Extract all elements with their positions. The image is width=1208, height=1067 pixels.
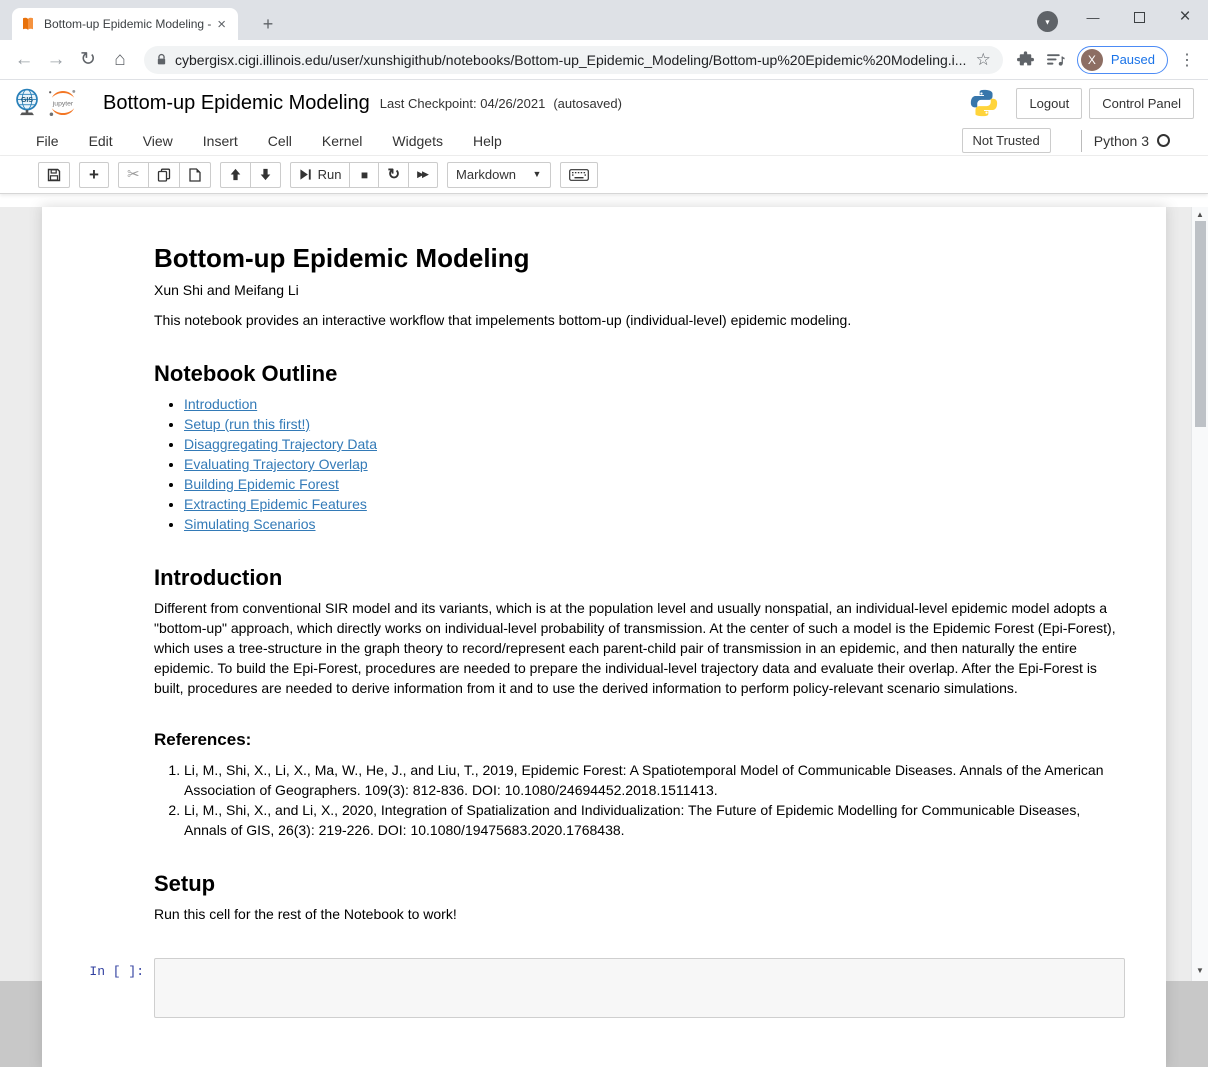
restart-icon: ↻ — [387, 166, 401, 183]
reload-button[interactable]: ↻ — [80, 49, 96, 70]
minimize-button[interactable]: — — [1086, 9, 1100, 25]
maximize-icon — [1134, 12, 1145, 23]
url-text: cybergisx.cigi.illinois.edu/user/xunshigithub/notebooks/Bottom-up_Epidemic_Modeling/Bottom-up%20Epidemic%20Modeling.i... — [175, 51, 967, 68]
media-controls-icon[interactable] — [1041, 45, 1071, 75]
cell-type-value: Markdown — [456, 167, 516, 182]
chevron-down-icon: ▼ — [532, 169, 542, 180]
cybergis-logo-icon — [14, 88, 40, 118]
kernel-name: Python 3 — [1093, 132, 1149, 149]
autosave-status: (autosaved) — [553, 95, 622, 111]
arrow-down-icon — [259, 168, 272, 181]
arrow-up-icon — [229, 168, 242, 181]
forward-button[interactable]: → — [46, 48, 66, 70]
checkpoint-status: Last Checkpoint: 04/26/2021 — [379, 95, 546, 111]
outline-link-setup[interactable]: Setup (run this first!) — [184, 416, 311, 432]
bookmark-star-icon[interactable]: ☆ — [975, 49, 991, 69]
list-item — [184, 434, 1125, 454]
prompt-column — [57, 554, 154, 708]
outline-link-building[interactable]: Building Epidemic Forest — [184, 476, 339, 492]
python-logo-icon — [969, 88, 999, 118]
interrupt-kernel-button[interactable] — [349, 162, 379, 188]
description-line: This notebook provides an interactive workflow that impelements bottom-up (individual-level) epidemic modeling. — [154, 312, 852, 328]
avatar: X — [1081, 49, 1103, 71]
control-panel-button[interactable]: Control Panel — [1089, 88, 1194, 119]
vertical-scrollbar[interactable] — [1191, 207, 1208, 981]
save-icon — [47, 168, 61, 182]
menu-view[interactable]: View — [142, 132, 173, 149]
sync-paused-label: Paused — [1110, 52, 1155, 67]
outline-link-extracting[interactable]: Extracting Epidemic Features — [184, 496, 367, 512]
jupyter-toolbar — [0, 156, 1208, 194]
svg-text:GIS: GIS — [21, 97, 33, 105]
plus-icon: + — [89, 165, 99, 184]
copy-icon — [157, 168, 171, 182]
markdown-cell-outline[interactable] — [42, 345, 1166, 549]
back-button[interactable]: ← — [14, 48, 34, 70]
menu-insert[interactable]: Insert — [202, 132, 238, 149]
browser-menu-kebab-icon[interactable]: ⋮ — [1179, 51, 1195, 69]
outline-link-simulating[interactable]: Simulating Scenarios — [184, 516, 316, 532]
command-palette-button[interactable] — [560, 162, 598, 188]
introduction-text: Different from conventional SIR model and its variants, which is at the population level and usually nonspatial, an individual-level epidemic model adopts a "bottom-up" approach, which directly works on individual-level probability of transmission. At the center of such a model is the Epidemic Forest (Epi-Forest), which uses a tree-structure in the graph theory to record/represent each parent-child pair of transmission in an epidemic, and then naturally the entire epidemic. To build the Epi-Forest, procedures are needed to prepare the individual-level trajectory data and evaluate their overlap. After the Epi-Forest is built, procedures are needed to derive information from it and to use the derived information to perform policy-relevant scenario simulations. — [154, 600, 1116, 696]
code-input-area[interactable] — [154, 958, 1125, 1018]
restart-kernel-button[interactable] — [378, 162, 409, 188]
page-title: Bottom-up Epidemic Modeling — [154, 243, 530, 273]
keyboard-icon — [569, 169, 589, 181]
not-trusted-button[interactable]: Not Trusted — [962, 128, 1051, 153]
browser-navbar — [0, 40, 1208, 80]
setup-text: Run this cell for the rest of the Notebook to work! — [154, 906, 457, 922]
introduction-heading: Introduction — [154, 565, 283, 590]
jupyter-header — [0, 80, 1208, 126]
setup-heading: Setup — [154, 871, 216, 896]
chevron-down-icon: ▼ — [1043, 17, 1052, 26]
window-controls — [1070, 0, 1208, 34]
cell-type-select[interactable] — [447, 162, 551, 188]
maximize-button[interactable] — [1116, 0, 1162, 34]
menubar-right — [962, 128, 1170, 153]
prompt-column — [57, 718, 154, 850]
code-cell-setup[interactable] — [42, 953, 1166, 1018]
scroll-up-icon[interactable]: ▲ — [1196, 210, 1204, 219]
tab-close-icon[interactable]: × — [217, 15, 226, 33]
notebook-scroll-area[interactable] — [0, 207, 1208, 981]
notebook-title[interactable]: Bottom-up Epidemic Modeling — [103, 91, 370, 114]
header-right — [969, 88, 1194, 119]
kernel-idle-icon — [1157, 134, 1170, 147]
extensions-puzzle-icon[interactable] — [1011, 45, 1041, 75]
markdown-cell-introduction[interactable] — [42, 549, 1166, 713]
run-icon — [299, 168, 312, 181]
scrollbar-thumb[interactable] — [1195, 221, 1206, 427]
profile-button[interactable] — [1077, 46, 1168, 74]
markdown-cell-setup[interactable] — [42, 855, 1166, 939]
markdown-cell-references[interactable] — [42, 713, 1166, 855]
list-item — [184, 414, 1125, 434]
references-list — [154, 760, 1125, 840]
logo-group[interactable] — [14, 88, 79, 118]
list-item — [184, 474, 1125, 494]
menu-cell[interactable]: Cell — [267, 132, 292, 149]
logout-button[interactable]: Logout — [1016, 88, 1082, 119]
authors-line: Xun Shi and Meifang Li — [154, 282, 299, 298]
scroll-down-icon[interactable]: ▼ — [1196, 966, 1204, 975]
fast-forward-icon: ▶▶ — [417, 169, 427, 179]
notebook-container — [42, 207, 1166, 1067]
menu-kernel[interactable]: Kernel — [321, 132, 363, 149]
run-cell-button[interactable] — [290, 162, 351, 188]
tab-strip — [0, 0, 1208, 40]
svg-text:jupyter: jupyter — [52, 100, 74, 108]
menu-help[interactable]: Help — [472, 132, 502, 149]
close-window-button[interactable]: × — [1179, 6, 1191, 27]
reference-item: 2. Li, M., Shi, X., and Li, X., 2020, Integration of Spatialization and Individualization: The Future of Epidemic Modelling for Communicable Diseases, Annals of GIS, 26(3): 219-226. DOI: 10.1080/19475683.2020.1768438. — [184, 800, 1125, 840]
move-cell-down-button[interactable] — [250, 162, 281, 188]
input-prompt: In [ ]: — [89, 964, 144, 979]
references-heading: References: — [154, 730, 252, 749]
outline-link-evaluating[interactable]: Evaluating Trajectory Overlap — [184, 456, 368, 472]
prompt-column — [57, 350, 154, 544]
jupyter-logo-icon — [47, 88, 79, 118]
list-item — [184, 514, 1125, 534]
outline-link-introduction[interactable]: Introduction — [184, 396, 258, 412]
prompt-column — [57, 236, 154, 340]
restart-run-all-button[interactable] — [408, 162, 438, 188]
paste-cell-button[interactable] — [179, 162, 211, 188]
reference-item: 1. Li, M., Shi, X., Li, X., Ma, W., He, J., and Liu, T., 2019, Epidemic Forest: A Spatiotemporal Model of Communicable Diseases. Annals of the American Association of Geographers. 109(3): 812-836. DOI: 10.1080/24694452.2018.1511413. — [184, 760, 1125, 800]
scissors-icon: ✂ — [127, 166, 140, 183]
paste-icon — [188, 168, 202, 182]
notebook-favicon-icon — [20, 16, 36, 32]
cut-cell-button[interactable] — [118, 162, 149, 188]
prompt-column — [57, 860, 154, 934]
menu-widgets[interactable]: Widgets — [392, 132, 443, 149]
tab-search-button[interactable] — [1037, 11, 1058, 32]
outline-heading: Notebook Outline — [154, 361, 338, 386]
jupyter-menubar — [0, 126, 1208, 156]
kernel-divider — [1081, 130, 1082, 152]
lock-icon — [156, 53, 167, 66]
run-label: Run — [317, 167, 342, 182]
outline-link-disaggregating[interactable]: Disaggregating Trajectory Data — [184, 436, 377, 452]
new-tab-button[interactable]: + — [262, 13, 274, 34]
move-cell-up-button[interactable] — [220, 162, 251, 188]
list-item — [184, 394, 1125, 414]
menu-edit[interactable]: Edit — [88, 132, 113, 149]
list-item — [184, 494, 1125, 514]
markdown-cell-title[interactable] — [42, 231, 1166, 345]
list-item — [184, 454, 1125, 474]
browser-tab[interactable] — [12, 8, 238, 40]
save-button[interactable] — [38, 162, 70, 188]
home-button[interactable]: ⌂ — [114, 48, 126, 70]
copy-cell-button[interactable] — [148, 162, 180, 188]
address-bar[interactable] — [144, 46, 1003, 74]
menu-file[interactable]: File — [36, 132, 59, 149]
outline-list — [154, 394, 1125, 534]
insert-cell-button[interactable] — [79, 162, 109, 188]
navbar-right — [1011, 45, 1200, 75]
tab-title: Bottom-up Epidemic Modeling - — [44, 17, 212, 31]
stop-icon: ■ — [360, 167, 369, 182]
